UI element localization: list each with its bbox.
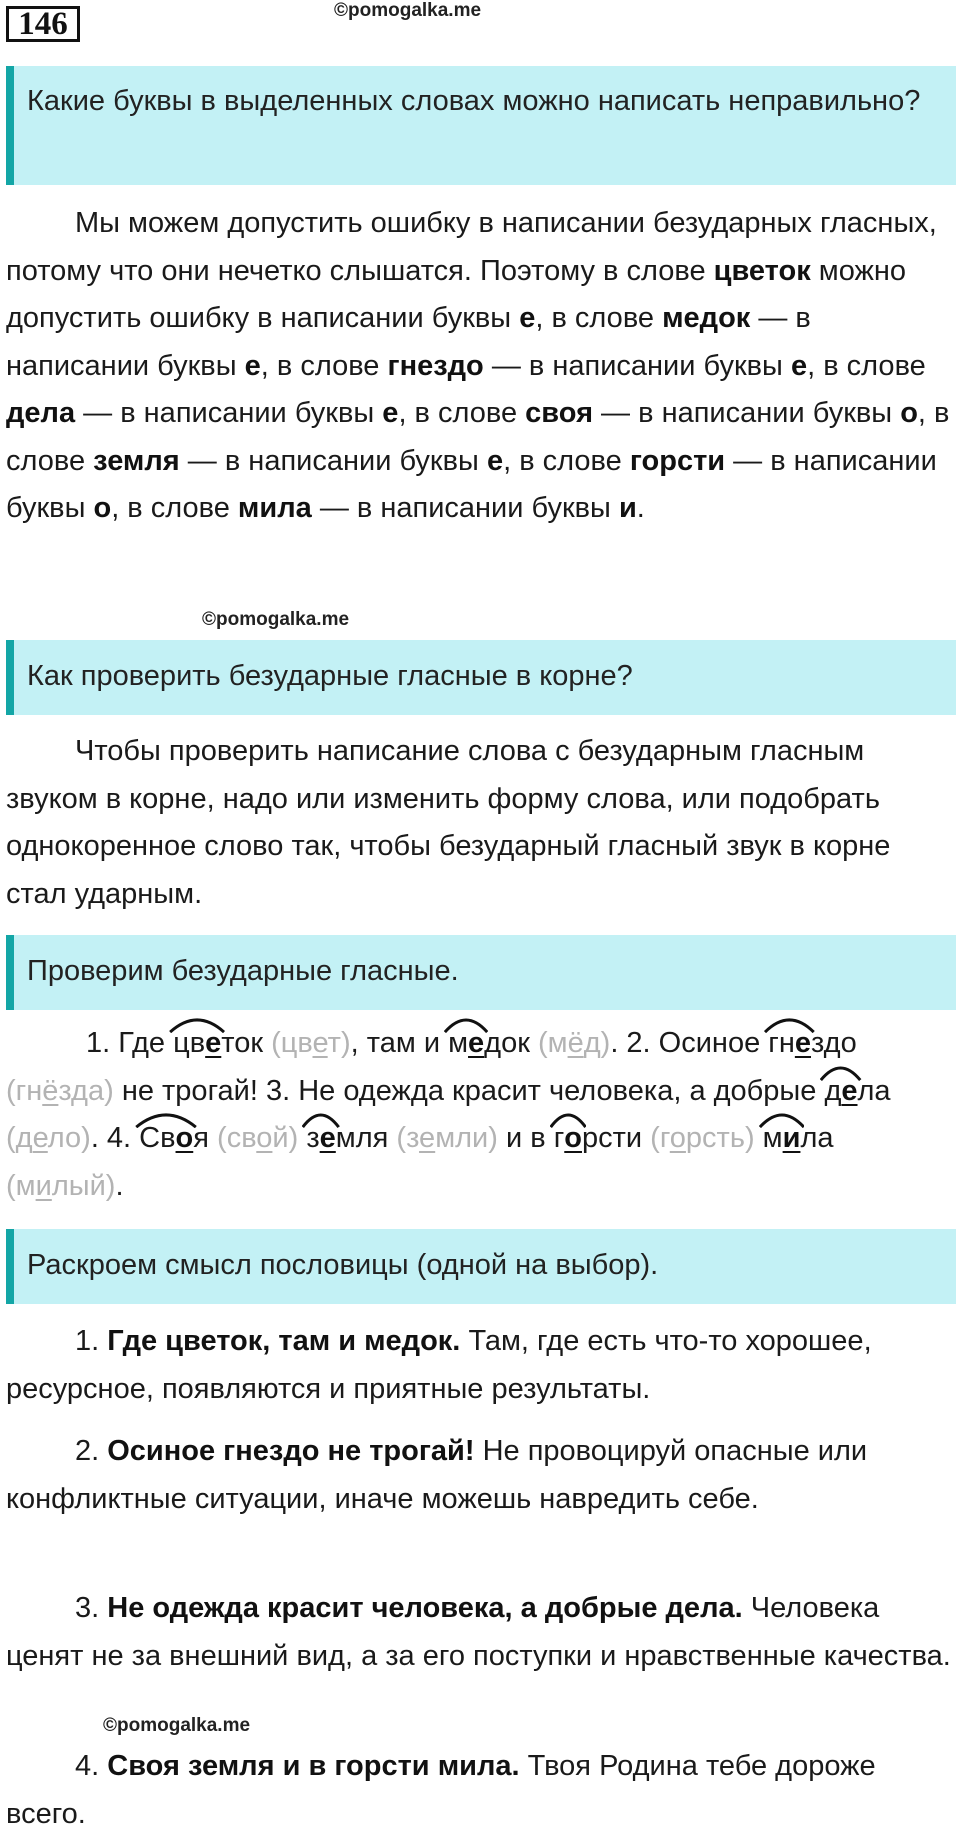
checked-word: гне здо: [768, 1027, 856, 1059]
text-run: .: [115, 1169, 124, 1202]
question-header-misspelled-letters: Какие буквы в выделенных словах можно написать неправильно?: [6, 66, 956, 185]
highlighted-word: горсти: [629, 444, 726, 477]
word-root: ме: [448, 1027, 484, 1059]
text-run: и в: [497, 1122, 554, 1154]
text-run: 1. Где: [86, 1027, 174, 1059]
text-run: , в слове: [260, 349, 388, 382]
checked-word: ме док: [448, 1027, 530, 1059]
proverb-text: Осиное гнездо не трогай!: [107, 1435, 475, 1467]
task-header-check-vowels: Проверим безударные гласные.: [6, 935, 956, 1010]
text-run: Мы можем допустить ошибку в написании безударных гласных, потому что они нечетко слышатся. Поэтому в слове: [6, 207, 937, 287]
text-run: , в слове: [807, 349, 926, 382]
highlighted-word: цветок: [713, 254, 811, 287]
stressed-vowel: ё: [567, 1027, 584, 1059]
word-root: го: [554, 1122, 582, 1154]
unstressed-vowel: о: [564, 1122, 582, 1154]
word-root: зе: [306, 1122, 335, 1154]
checked-word: зе мля: [306, 1122, 388, 1154]
highlighted-word: и: [618, 492, 637, 524]
answer-check-vowels: Чтобы проверить написание слова с безударным гласным звуком в корне, надо или изменить форму слова, или подобрать однокоренное слово так, чтобы безударный гласный звук в корне стал ударным.: [6, 735, 891, 910]
stressed-vowel: о: [669, 1122, 686, 1154]
stressed-vowel: е: [32, 1122, 48, 1154]
text-run: , в слове: [111, 492, 238, 524]
check-word: (цвет): [271, 1027, 351, 1059]
highlighted-word: медок: [662, 302, 751, 334]
highlighted-word: е: [519, 302, 536, 334]
question-header-check-vowels: Как проверить безударные гласные в корне?: [6, 640, 956, 715]
text-run: — в написании буквы: [75, 397, 383, 429]
stressed-vowel: е: [419, 1122, 436, 1154]
highlighted-word: о: [93, 492, 112, 524]
highlighted-word: е: [790, 349, 808, 382]
watermark: ©pomogalka.me: [202, 609, 350, 630]
proverb-item-4: 4. Своя земля и в горсти мила. Твоя Родина тебе дороже всего.: [6, 1750, 876, 1830]
check-word: (гнёзда): [6, 1074, 114, 1107]
unstressed-vowel: е: [205, 1027, 222, 1059]
text-run: . 4.: [90, 1122, 140, 1154]
unstressed-vowel: и: [782, 1122, 801, 1154]
text-run: , там и: [350, 1027, 449, 1059]
text-run: [642, 1122, 650, 1154]
text-run: [755, 1122, 763, 1154]
text-run: [263, 1027, 271, 1059]
proverb-meaning: Твоя Родина тебе дороже всего.: [6, 1750, 876, 1830]
unstressed-vowel: е: [841, 1074, 858, 1107]
checked-word: Сво я: [139, 1122, 209, 1154]
checked-word: го рсти: [554, 1122, 642, 1154]
highlighted-word: земля: [93, 444, 180, 477]
highlighted-word: о: [900, 397, 918, 429]
text-run: . 2. Осиное: [610, 1027, 769, 1059]
page-number: 146: [6, 6, 80, 42]
text-run: — в написании буквы: [593, 397, 901, 429]
text-run: — в написании буквы: [6, 302, 811, 382]
unstressed-vowel: о: [175, 1122, 194, 1154]
proverb-item-3: 3. Не одежда красит человека, а добрые дела. Человека ценят не за внешний вид, а за его поступки и нравственные качества.: [6, 1592, 951, 1672]
word-root: Сво: [139, 1122, 193, 1154]
answer-misspelled-letters: [6, 200, 951, 533]
check-word: (мёд): [537, 1027, 611, 1059]
unstressed-vowel: е: [468, 1027, 485, 1059]
highlighted-word: дела: [6, 397, 76, 429]
proverb-text: Своя земля и в горсти мила.: [107, 1750, 520, 1782]
highlighted-word: своя: [525, 397, 593, 429]
proverb-text: Не одежда красит человека, а добрые дела.: [107, 1592, 743, 1624]
highlighted-word: е: [486, 444, 504, 477]
stressed-vowel: и: [35, 1169, 52, 1202]
word-root: цве: [173, 1027, 221, 1059]
unstressed-vowel: е: [319, 1122, 336, 1154]
text-run: можно допустить ошибку в написании буквы: [6, 254, 907, 334]
highlighted-word: гнездо: [387, 349, 484, 382]
proverb-text: Где цветок, там и медок.: [107, 1325, 461, 1357]
proverb-item-1: 1. Где цветок, там и медок. Там, где есть что-то хорошее, ресурсное, появляются и приятные результаты.: [6, 1325, 872, 1405]
proverb-meaning: Там, где есть что-то хорошее, ресурсное, появляются и приятные результаты.: [6, 1325, 872, 1405]
text-run: — в написании буквы: [311, 492, 619, 524]
highlighted-word: мила: [237, 492, 312, 524]
stressed-vowel: о: [256, 1122, 273, 1154]
checked-word: цве ток: [173, 1027, 263, 1059]
text-run: , в слове: [535, 302, 663, 334]
word-root: ми: [763, 1122, 801, 1154]
text-run: , в слове: [503, 444, 630, 477]
proverb-item-2: 2. Осиное гнездо не трогай! Не провоцируй опасные или конфликтные ситуации, иначе можешь навредить себе.: [6, 1435, 868, 1515]
text-run: не трогай! 3. Не одежда красит человека, а добрые: [113, 1074, 825, 1107]
text-run: — в написании буквы: [483, 349, 791, 382]
word-root: гне: [768, 1027, 811, 1059]
text-run: [209, 1122, 217, 1154]
highlighted-word: е: [244, 349, 261, 382]
proverb-meaning: Человека ценят не за внешний вид, а за его поступки и нравственные качества.: [6, 1592, 951, 1672]
check-word: (земли): [396, 1122, 498, 1154]
word-root: де: [824, 1075, 857, 1107]
stressed-vowel: е: [312, 1027, 328, 1059]
watermark: ©pomogalka.me: [334, 0, 482, 21]
watermark: ©pomogalka.me: [103, 1715, 251, 1736]
check-word: (дело): [6, 1122, 91, 1154]
task-header-proverb-meaning: Раскроем смысл пословицы (одной на выбор).: [6, 1229, 956, 1304]
checked-word: ми ла: [763, 1122, 834, 1154]
text-run: , в слове: [6, 397, 950, 477]
text-run: .: [636, 492, 645, 524]
check-word: (милый): [6, 1169, 116, 1202]
text-run: — в написании буквы: [6, 444, 937, 524]
highlighted-word: е: [382, 397, 399, 429]
text-run: — в написании буквы: [179, 444, 487, 477]
proverbs-with-checks: [6, 1020, 951, 1210]
text-run: , в слове: [398, 397, 526, 429]
text-run: [530, 1027, 538, 1059]
checked-word: де ла: [824, 1075, 890, 1107]
check-word: (свой): [217, 1122, 299, 1154]
proverb-meaning: Не провоцируй опасные или конфликтные ситуации, иначе можешь навредить себе.: [6, 1435, 868, 1515]
stressed-vowel: ё: [42, 1074, 59, 1107]
check-word: (горсть): [650, 1122, 755, 1154]
unstressed-vowel: е: [794, 1027, 811, 1059]
